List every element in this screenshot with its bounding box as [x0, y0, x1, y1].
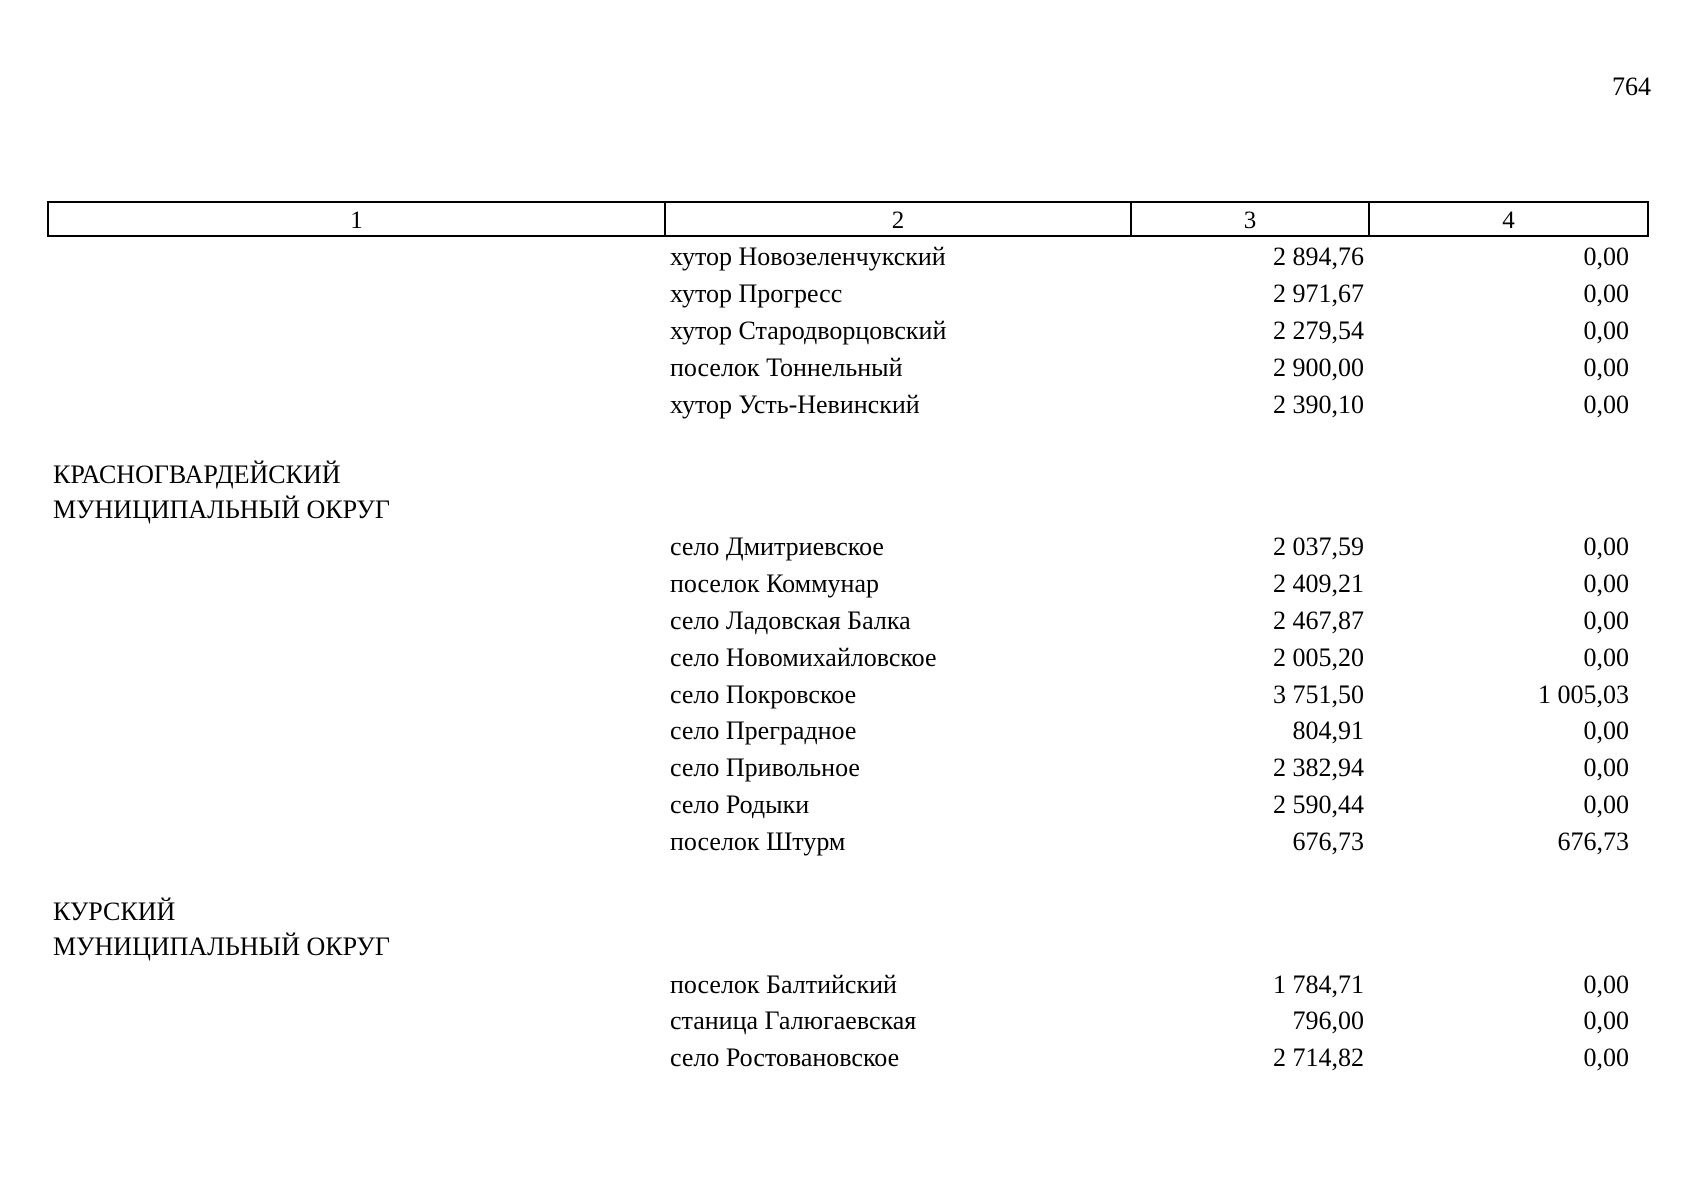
value-col-4: 0,00	[1583, 352, 1629, 382]
district-name-line-2: МУНИЦИПАЛЬНЫЙ ОКРУГ	[53, 494, 390, 524]
settlement-name: станица Галюгаевская	[670, 1006, 917, 1036]
table-row	[47, 639, 1649, 676]
value-col-4: 1 005,03	[1538, 679, 1629, 709]
table-row	[47, 313, 1649, 350]
settlement-name: поселок Балтийский	[670, 969, 897, 999]
value-col-4: 0,00	[1583, 753, 1629, 783]
settlement-name: хутор Стародворцовский	[670, 315, 947, 345]
table-row	[47, 239, 1649, 276]
page-number: 764	[1612, 72, 1651, 101]
district-name-line-2: МУНИЦИПАЛЬНЫЙ ОКРУГ	[53, 932, 390, 962]
table-body	[47, 239, 1649, 1077]
table-row	[47, 1040, 1649, 1077]
district-heading	[47, 894, 1649, 966]
value-col-3: 1 784,71	[1273, 969, 1364, 999]
value-col-3: 2 900,00	[1273, 352, 1364, 382]
value-col-4: 0,00	[1583, 1043, 1629, 1073]
table-header	[47, 201, 1649, 237]
table-row	[47, 966, 1649, 1003]
district-name-line-1: КУРСКИЙ	[53, 897, 176, 927]
settlement-name: село Родыки	[670, 789, 810, 819]
settlement-name: село Привольное	[670, 753, 860, 783]
value-col-4: 0,00	[1583, 969, 1629, 999]
table-row	[47, 603, 1649, 640]
value-col-3: 2 390,10	[1273, 389, 1364, 419]
settlement-name: село Дмитриевское	[670, 532, 884, 562]
value-col-3: 804,91	[1292, 716, 1364, 746]
value-col-3: 2 382,94	[1273, 753, 1364, 783]
value-col-3: 2 894,76	[1273, 242, 1364, 272]
table-row	[47, 750, 1649, 787]
header-col-1: 1	[49, 203, 666, 235]
settlement-name: поселок Штурм	[670, 826, 846, 856]
header-col-3: 3	[1132, 203, 1370, 235]
value-col-3: 796,00	[1292, 1006, 1364, 1036]
table-row	[47, 529, 1649, 566]
header-col-4: 4	[1502, 207, 1515, 234]
table-row	[47, 276, 1649, 313]
value-col-4: 0,00	[1583, 279, 1629, 309]
value-col-3: 676,73	[1292, 826, 1364, 856]
value-col-3: 3 751,50	[1273, 679, 1364, 709]
table-row	[47, 349, 1649, 386]
value-col-4: 0,00	[1583, 642, 1629, 672]
value-col-4: 0,00	[1583, 605, 1629, 635]
table-row	[47, 823, 1649, 860]
settlement-name: поселок Тоннельный	[670, 352, 903, 382]
district-name-line-1: КРАСНОГВАРДЕЙСКИЙ	[53, 459, 341, 489]
value-col-3: 2 467,87	[1273, 605, 1364, 635]
table-row	[47, 676, 1649, 713]
value-col-3: 2 971,67	[1273, 279, 1364, 309]
table-row	[47, 713, 1649, 750]
value-col-3: 2 409,21	[1273, 569, 1364, 599]
settlement-name: хутор Прогресс	[670, 279, 843, 309]
table-row	[47, 1003, 1649, 1040]
value-col-4: 0,00	[1583, 569, 1629, 599]
value-col-4: 676,73	[1557, 826, 1629, 856]
settlement-name: хутор Усть-Невинский	[670, 389, 920, 419]
settlement-name: поселок Коммунар	[670, 569, 879, 599]
table-row	[47, 787, 1649, 824]
settlement-name: хутор Новозеленчукский	[670, 242, 946, 272]
table-row	[47, 566, 1649, 603]
value-col-4: 0,00	[1583, 242, 1629, 272]
settlement-name: село Новомихайловское	[670, 642, 937, 672]
value-col-3: 2 037,59	[1273, 532, 1364, 562]
settlement-name: село Ростовановское	[670, 1043, 900, 1073]
value-col-4: 0,00	[1583, 789, 1629, 819]
value-col-3: 2 279,54	[1273, 315, 1364, 345]
header-col-2: 2	[666, 203, 1132, 235]
value-col-3: 2 590,44	[1273, 789, 1364, 819]
value-col-3: 2 714,82	[1273, 1043, 1364, 1073]
settlement-name: село Покровское	[670, 679, 857, 709]
value-col-4: 0,00	[1583, 1006, 1629, 1036]
value-col-4: 0,00	[1583, 532, 1629, 562]
district-heading	[47, 457, 1649, 529]
value-col-4: 0,00	[1583, 315, 1629, 345]
table-row	[47, 386, 1649, 423]
settlement-name: село Ладовская Балка	[670, 605, 911, 635]
value-col-4: 0,00	[1583, 716, 1629, 746]
value-col-4: 0,00	[1583, 389, 1629, 419]
value-col-3: 2 005,20	[1273, 642, 1364, 672]
settlement-name: село Преградное	[670, 716, 857, 746]
